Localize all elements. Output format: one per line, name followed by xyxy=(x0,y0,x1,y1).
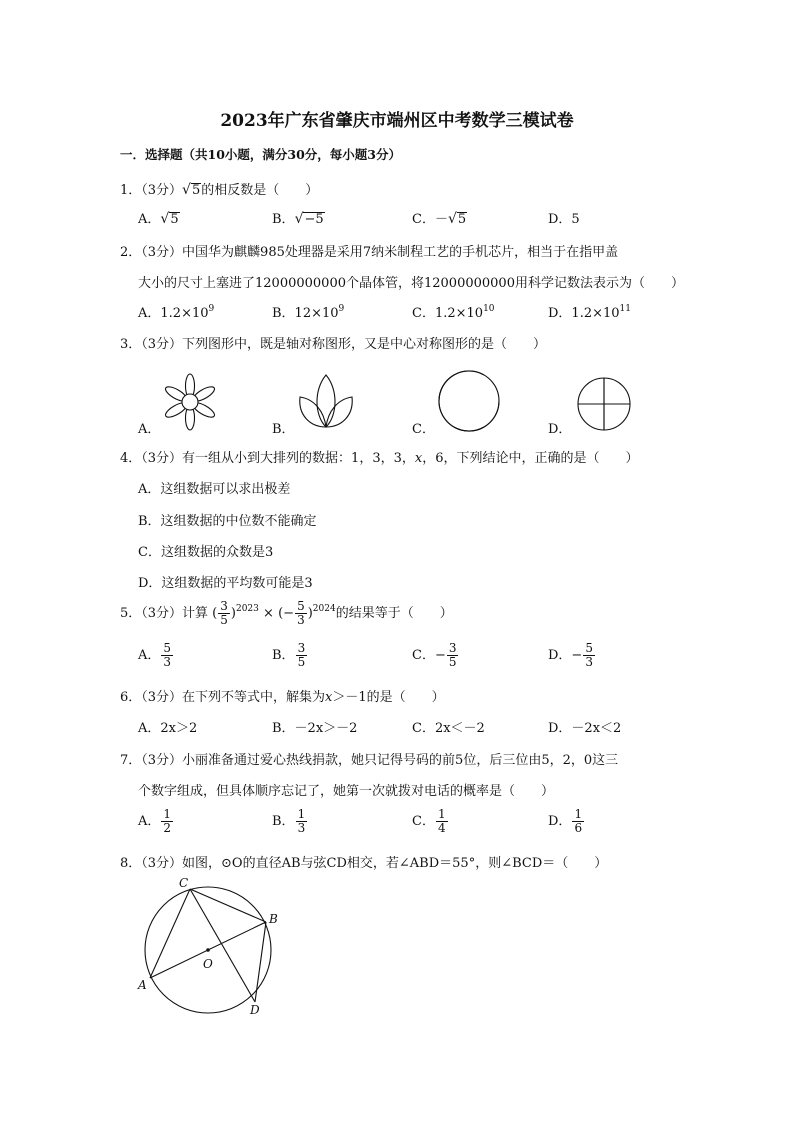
q4-option-d: D．这组数据的平均数可能是3 xyxy=(138,576,313,591)
q2-option-a: A．$1.2\times 10^9$ xyxy=(138,304,215,321)
q7-option-b: B． $\frac{1}{3}$ xyxy=(272,807,306,835)
q1-number: 1．（3分） xyxy=(120,183,183,198)
question-7-line-2: 个数字组成，但具体顺序忘记了，她第一次就拨对电话的概率是（ ） xyxy=(138,784,555,799)
q1-stem-tail: 的相反数是（ ） xyxy=(201,183,319,198)
question-2-line-1: 2．（3分）中国华为麒麟985处理器是采用7纳米制程工艺的手机芯片，相当于在指甲盖 xyxy=(120,245,619,260)
label-o: O xyxy=(203,957,213,971)
q4-option-a: A．这组数据可以求出极差 xyxy=(138,482,291,497)
segment-ac xyxy=(150,889,190,978)
q4-option-b: B．这组数据的中位数不能确定 xyxy=(138,514,317,529)
q8-circle-diagram xyxy=(130,872,290,1017)
q6-option-a: A．2x＞2 xyxy=(138,721,198,736)
segment-bd xyxy=(255,922,266,1002)
q5-option-a: A． $\frac{5}{3}$ xyxy=(138,641,172,669)
q5-option-c: C．− $\frac{3}{5}$ xyxy=(412,641,457,669)
label-c: C xyxy=(179,876,189,890)
question-4-stem: 4．（3分）有一组从小到大排列的数据：1，3，3，x，6，下列结论中，正确的是（ ） xyxy=(120,451,639,466)
q6-option-b: B．－2x＞－2 xyxy=(272,721,358,736)
q1-option-b: B．√−5 xyxy=(272,211,324,227)
q3-figure-c-trefoil xyxy=(436,369,502,433)
q7-option-a: A． $\frac{1}{2}$ xyxy=(138,807,172,835)
q7-option-d: D． $\frac{1}{6}$ xyxy=(548,807,583,835)
label-b: B xyxy=(269,912,278,926)
question-6-stem: 6．（3分）在下列不等式中，解集为x＞－1的是（ ） xyxy=(120,690,445,705)
label-a: A xyxy=(138,978,147,992)
q3-figure-d-pinwheel xyxy=(572,375,636,433)
q1-option-d: D．5 xyxy=(548,212,580,227)
q4-option-c: C．这组数据的众数是3 xyxy=(138,545,274,560)
q2-option-c: C．$1.2\times 10^{10}$ xyxy=(412,304,495,321)
label-d: D xyxy=(250,1003,260,1017)
q1-option-c: C．－√5 xyxy=(412,211,467,227)
q2-option-b: B．$12\times 10^9$ xyxy=(272,304,345,321)
question-2-line-2: 大小的尺寸上塞进了12000000000个晶体管，将12000000000用科学记数法表示为（ ） xyxy=(138,276,684,291)
q6-option-c: C．2x＜－2 xyxy=(412,721,485,736)
q1-radicand: 5 xyxy=(191,183,201,198)
section-heading: 一．选择题（共10小题，满分30分，每小题3分） xyxy=(120,147,401,162)
q3-option-a: A． xyxy=(138,422,161,437)
chord-cd xyxy=(190,889,255,1002)
q6-option-d: D．－2x＜2 xyxy=(548,721,622,736)
q7-option-c: C． $\frac{1}{4}$ xyxy=(412,807,446,835)
q5-option-b: B． $\frac{3}{5}$ xyxy=(272,641,306,669)
question-3-stem: 3．（3分）下列图形中，既是轴对称图形，又是中心对称图形的是（ ） xyxy=(120,337,547,352)
q2-option-d: D．$1.2\times 10^{11}$ xyxy=(548,304,631,321)
page-title: 2023年广东省肇庆市端州区中考数学三模试卷 xyxy=(220,111,574,131)
question-5-stem: 5．（3分）计算 ( $\frac{3}{5}$ )$^{2023}$ × (− $\frac{5}{3}$ )$^{2024}$的结果等于（ ） xyxy=(120,599,453,627)
center-point xyxy=(206,948,210,952)
question-1-stem xyxy=(120,179,318,198)
q3-figure-a-flower xyxy=(160,372,220,432)
q3-option-b: B． xyxy=(272,422,295,437)
q3-option-d: D． xyxy=(548,422,572,437)
sqrt-icon: √ xyxy=(182,182,191,198)
q3-option-c: C． xyxy=(412,422,435,437)
question-8-stem: 8．（3分）如图，⊙O的直径AB与弦CD相交，若∠ABD＝55°，则∠BCD＝（ ） xyxy=(120,856,608,871)
question-7-line-1: 7．（3分）小丽准备通过爱心热线捐款，她只记得号码的前5位，后三位由5，2，0这三 xyxy=(120,753,619,768)
q5-option-d: D．− $\frac{5}{3}$ xyxy=(548,641,593,669)
q1-option-a: A．√5 xyxy=(138,211,179,227)
segment-cb xyxy=(190,889,266,922)
q3-figure-b-petals xyxy=(296,371,356,433)
